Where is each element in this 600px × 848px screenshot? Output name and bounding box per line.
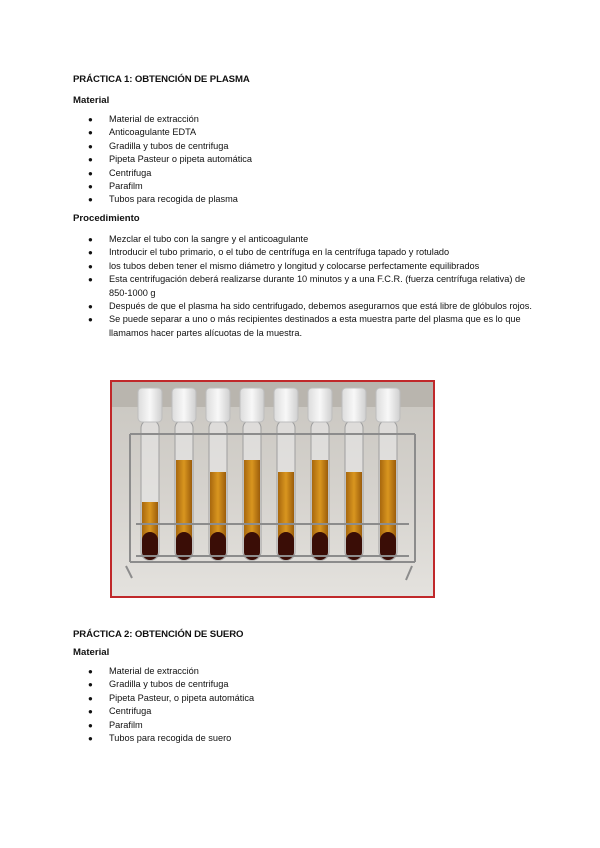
bullet-icon: ●	[88, 734, 93, 744]
bullet-icon: ●	[88, 115, 93, 124]
bullet-icon: ●	[88, 693, 93, 703]
test-tube	[308, 388, 332, 560]
list-item: ● Pipeta Pasteur o pipeta automática	[73, 153, 543, 166]
bullet-icon: ●	[88, 168, 93, 178]
list-item: ● Mezclar el tubo con la sangre y el anticoagulante	[73, 233, 543, 246]
bullet-icon: ●	[88, 302, 93, 312]
practice1-title: PRÁCTICA 1: OBTENCIÓN DE PLASMA	[73, 74, 250, 85]
test-tube	[172, 388, 196, 560]
procedure-heading: Procedimiento	[73, 213, 140, 224]
bullet-icon: ●	[88, 261, 93, 271]
practice2-material-list	[73, 665, 543, 745]
list-item: ● Material de extracción	[73, 665, 543, 678]
test-tube	[274, 388, 298, 560]
list-item: ● Tubos para recogida de suero	[73, 732, 543, 745]
list-item: ● los tubos deben tener el mismo diámetro y longitud y colocarse perfectamente equilibrados	[73, 260, 543, 273]
bullet-icon: ●	[88, 155, 93, 165]
list-item: ● Tubos para recogida de plasma	[73, 193, 543, 206]
list-item: ● Centrifuga	[73, 167, 543, 180]
list-item: ● Pipeta Pasteur, o pipeta automática	[73, 692, 543, 705]
bullet-icon: ●	[88, 680, 93, 690]
bullet-icon: ●	[88, 128, 93, 138]
list-item: ● Se puede separar a uno o más recipientes destinados a esta muestra parte del plasma que es lo que llamamos hacer partes alícuotas de la muestra.	[88, 314, 521, 338]
bullet-icon: ●	[88, 667, 93, 676]
list-item: ● Anticoagulante EDTA	[73, 126, 543, 139]
test-tube	[376, 388, 400, 560]
practice2-title: PRÁCTICA 2: OBTENCIÓN DE SUERO	[73, 629, 244, 640]
bullet-icon: ●	[88, 275, 93, 285]
centrifuged-tubes-photo	[110, 380, 435, 598]
list-item: ● Centrifuga	[73, 705, 543, 718]
list-item: ● Introducir el tubo primario, o el tubo de centrífuga en la centrífuga tapado y rotulado	[73, 246, 543, 259]
bullet-icon: ●	[88, 707, 93, 717]
bullet-icon: ●	[88, 195, 93, 205]
bullet-icon: ●	[88, 141, 93, 151]
bullet-icon: ●	[88, 182, 93, 192]
test-tube	[240, 388, 264, 560]
list-item: ● Material de extracción	[73, 113, 543, 126]
practice1-material-heading: Material	[73, 95, 110, 106]
bullet-icon: ●	[88, 248, 93, 258]
list-item: ● Parafilm	[73, 180, 543, 193]
bullet-icon: ●	[88, 315, 93, 325]
procedure-list	[73, 233, 543, 340]
list-item: ● Gradilla y tubos de centrifuga	[73, 678, 543, 691]
list-item: ● Esta centrifugación deberá realizarse durante 10 minutos y a una F.C.R. (fuerza centrífuga relativa) de 850-1000 g	[88, 274, 526, 298]
test-tube	[342, 388, 366, 560]
test-tube	[138, 388, 162, 560]
bullet-icon: ●	[88, 235, 93, 244]
list-item: ● Parafilm	[73, 719, 543, 732]
list-item: ● Gradilla y tubos de centrifuga	[73, 140, 543, 153]
list-item: ● Después de que el plasma ha sido centrifugado, debemos asegurarnos que está libre de glóbulos rojos.	[73, 300, 543, 313]
practice1-material-list	[73, 113, 543, 207]
test-tube	[206, 388, 230, 560]
bullet-icon: ●	[88, 720, 93, 730]
practice2-material-heading: Material	[73, 647, 110, 658]
tubes-rack-image	[112, 382, 433, 596]
